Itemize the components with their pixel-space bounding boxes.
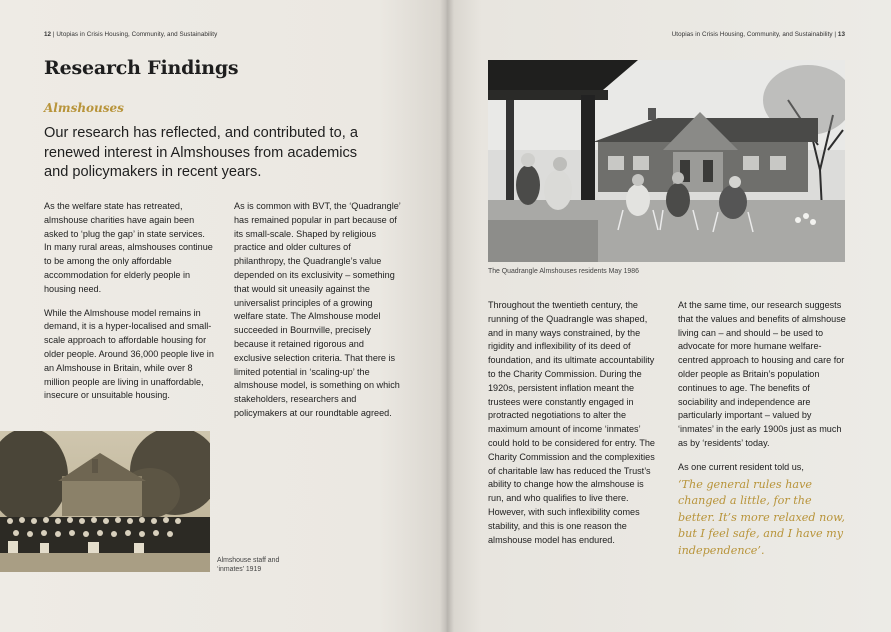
right-running-header [672,31,845,38]
left-header-separator: | [52,31,55,38]
staff-inmates-1919-photo [0,431,210,572]
left-running-title: Utopias in Crisis Housing, Community, and Sustainability [56,31,218,38]
body-paragraph: As is common with BVT, the ‘Quadrangle’ has remained popular in part because of its small-scale. Shaped by religious practice and older cultures of philanthropy, the Quadrangle’s value depended on its exclusivity – something that would sit uneasily against the universalist principles of a growing welfare state. The Almshouse model succeeded in Bournville, precisely because it retained rigorous and exclusive selection criteria. That there is limited potential in ‘scaling-up’ the almshouse model, is something on which stakeholders, researchers and policymakers at our roundtable agreed. [234,201,401,418]
body-paragraph: While the Almshouse model remains in demand, it is a hyper-localised and small-scale approach to affordable housing for older people. Around 36,000 people live in an Almshouse in Britain, while over 8 million people are living in unaffordable, insecure or unsuitable housing. [44,307,214,401]
sepia-group-photo-image [0,431,210,572]
left-running-header [44,31,217,38]
bw-residents-photo-image [488,60,845,262]
quadrangle-residents-1986-photo [488,60,845,262]
body-paragraph: At the same time, our research suggests that the values and benefits of almshouse living can – and should – be used to advocate for more humane welfare-centred approach to housing and care for older people as Britain’s population continues to age. The benefits of sociability and independence are particularly important – valued by ‘inmates’ in the early 1900s just as much as by ‘residents’ today. [678,300,846,448]
right-photo-caption: The Quadrangle Almshouses residents May 1986 [488,268,639,275]
resident-quote: ‘The general rules have changed a little, for the better. It’s more relaxed now, but I feel safe, and I have my independence’. [678,477,845,557]
right-column-1 [488,299,660,557]
left-page-number: 12 [44,31,52,38]
right-header-separator: | [834,31,837,38]
right-column-2 [678,299,848,569]
left-column-1 [44,200,214,413]
page-title: Research Findings [44,57,239,79]
body-paragraph: Throughout the twentieth century, the running of the Quadrangle was shaped, and in many ways constrained, by the rigidity and inflexibility of its deed of foundation, and its ultimate accountability to the Charity Commission. During the 1920s, persistent inflation meant the trustees were constantly engaged in protracted negotiations to alter the maximum amount of income ‘inmates’ could hold to be considered for entry. The Charity Commission and the complexities of charitable law has reduced the Trust’s ability to change how the almshouse is run, and who qualifies to live there. However, with such inflexibility comes stability, and this is one reason the almshouse model has endured. [488,300,655,545]
left-photo-caption: Almshouse staff and ‘inmates’ 1919 [217,557,280,573]
right-page-number: 13 [837,31,845,38]
body-paragraph: As the welfare state has retreated, almshouse charities have again been asked to ‘plug the gap’ in state services. In many rural areas, almshouses continue to be among the only affordable accommodation for elderly people in housing need. [44,201,213,294]
right-running-title: Utopias in Crisis Housing, Community, and Sustainability [671,31,833,38]
book-gutter-shadow [440,0,454,632]
body-paragraph: As one current resident told us, [678,461,804,472]
section-subheading: Almshouses [44,101,124,115]
right-page [446,0,891,632]
left-column-2 [234,200,402,431]
lead-paragraph: Our research has reflected, and contributed to, a renewed interest in Almshouses from academics and policymakers in recent years. [44,125,358,180]
